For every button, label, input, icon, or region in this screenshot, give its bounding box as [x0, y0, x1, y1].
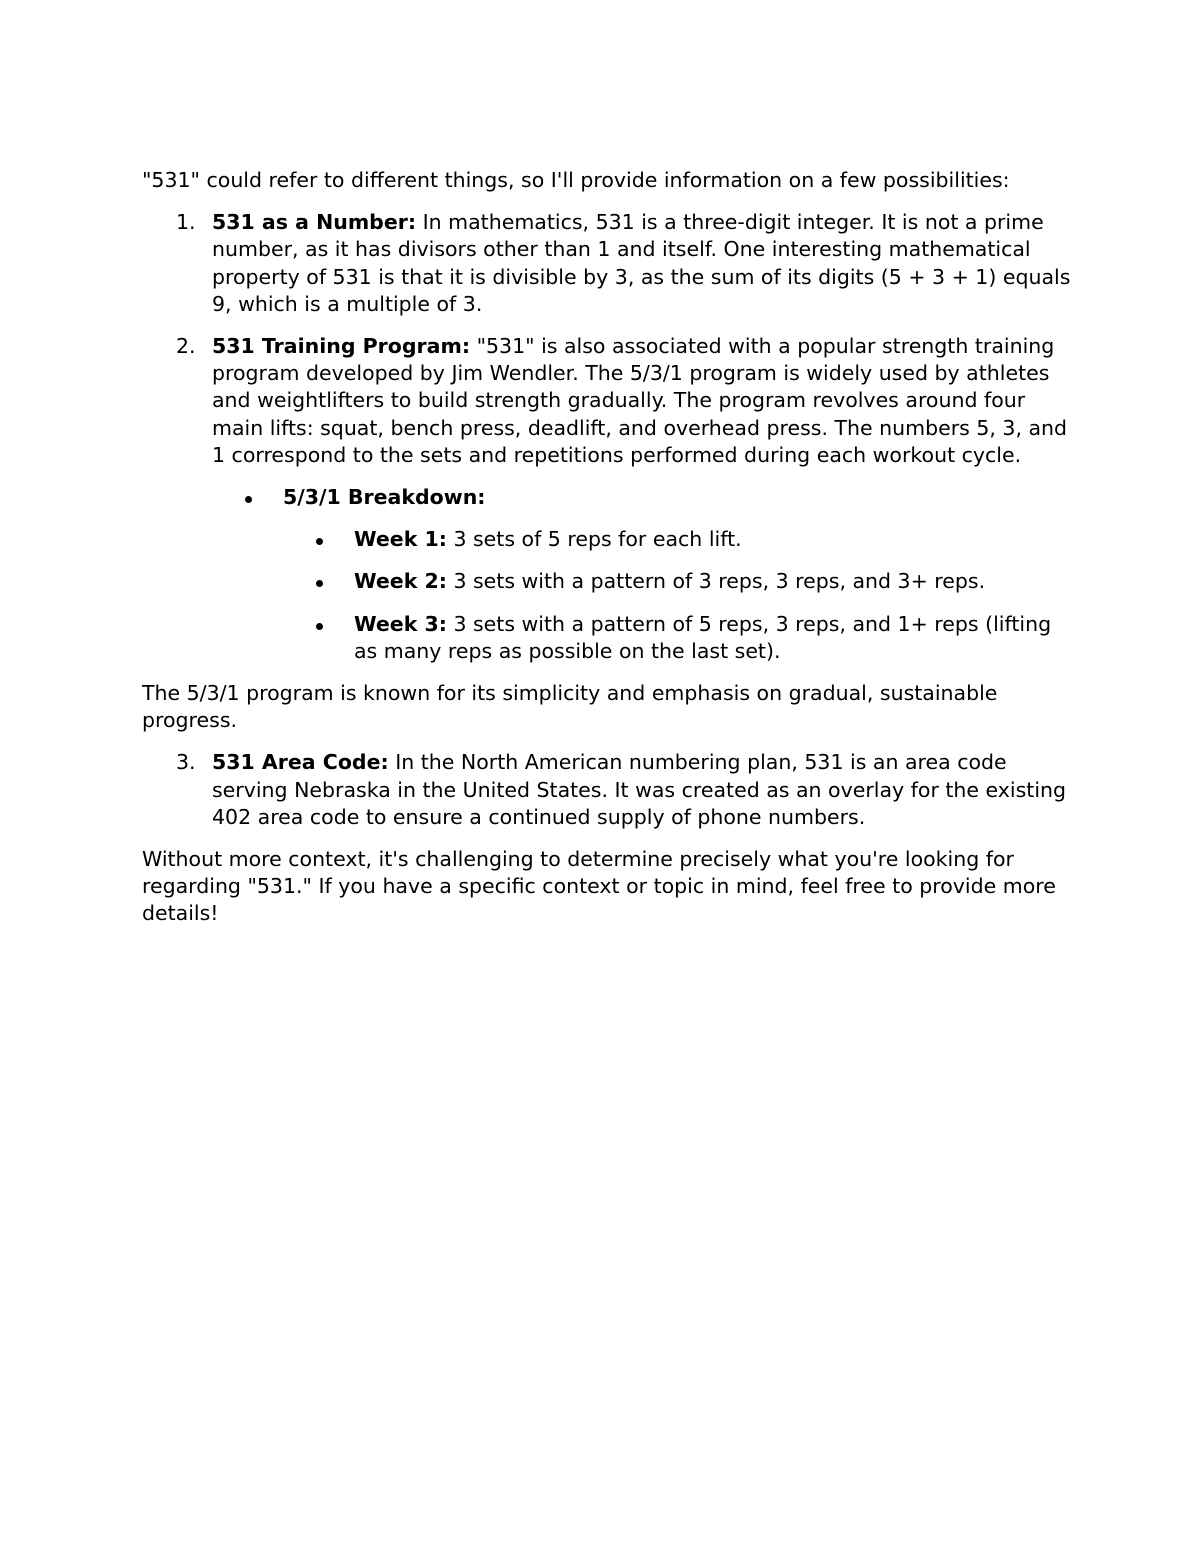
item-text: In the North American numbering plan, 531 is an area code serving Nebraska in the United States. It was created as an overlay for the existing 402 area code to ensure a continued supply of phone numbers.: [212, 750, 1067, 829]
document-body: [142, 167, 1072, 928]
weeks-list: [283, 526, 1072, 665]
middle-paragraph: The 5/3/1 program is known for its simplicity and emphasis on gradual, sustainable progress.: [142, 681, 998, 733]
list-item-number: [176, 209, 1072, 318]
item-title: 531 as a Number:: [212, 210, 417, 235]
breakdown-title: 5/3/1 Breakdown:: [283, 485, 486, 510]
week-text: 3 sets with a pattern of 5 reps, 3 reps, and 1+ reps (lifting as many reps as possible on the last set).: [354, 611, 1052, 663]
possibilities-list-continued: [142, 749, 1072, 831]
closing-paragraph: Without more context, it's challenging to determine precisely what you're looking for regarding "531." If you have a specific context or topic in mind, feel free to provide more details!: [142, 847, 1056, 926]
list-item-area-code: [176, 749, 1072, 831]
breakdown-item: [283, 484, 1072, 665]
week-text: 3 sets with a pattern of 3 reps, 3 reps, and 3+ reps.: [446, 569, 986, 594]
week-label: Week 1:: [354, 527, 447, 552]
week-item: [354, 526, 1072, 553]
week-label: Week 3:: [354, 611, 447, 636]
bullet-icon: [245, 496, 252, 503]
list-item-training: [176, 333, 1072, 665]
list-number: 2.: [176, 334, 196, 359]
week-item: [354, 568, 1072, 595]
possibilities-list: [142, 209, 1072, 665]
breakdown-list: [212, 484, 1072, 665]
intro-paragraph: "531" could refer to different things, so I'll provide information on a few possibilities:: [142, 168, 1010, 192]
week-label: Week 2:: [354, 569, 447, 594]
list-number: 3.: [176, 750, 196, 775]
bullet-icon: [316, 580, 323, 587]
bullet-icon: [316, 623, 323, 630]
item-text: In mathematics, 531 is a three-digit integer. It is not a prime number, as it has divisors other than 1 and itself. One interesting mathematical property of 531 is that it is divisible by 3, as the sum of its digits (5 + 3 + 1) equals 9, which is a multiple of 3.: [212, 210, 1071, 316]
item-title: 531 Area Code:: [212, 750, 389, 775]
week-item: [354, 611, 1072, 665]
item-text: "531" is also associated with a popular strength training program developed by Jim Wendler. The 5/3/1 program is widely used by athletes and weightlifters to build strength gradually. The program revolves around four main lifts: squat, bench press, deadlift, and overhead press. The numbers 5, 3, and 1 correspond to the sets and repetitions performed during each workout cycle.: [212, 334, 1068, 467]
week-text: 3 sets of 5 reps for each lift.: [446, 527, 742, 552]
list-number: 1.: [176, 210, 196, 235]
bullet-icon: [316, 538, 323, 545]
item-title: 531 Training Program:: [212, 334, 471, 359]
